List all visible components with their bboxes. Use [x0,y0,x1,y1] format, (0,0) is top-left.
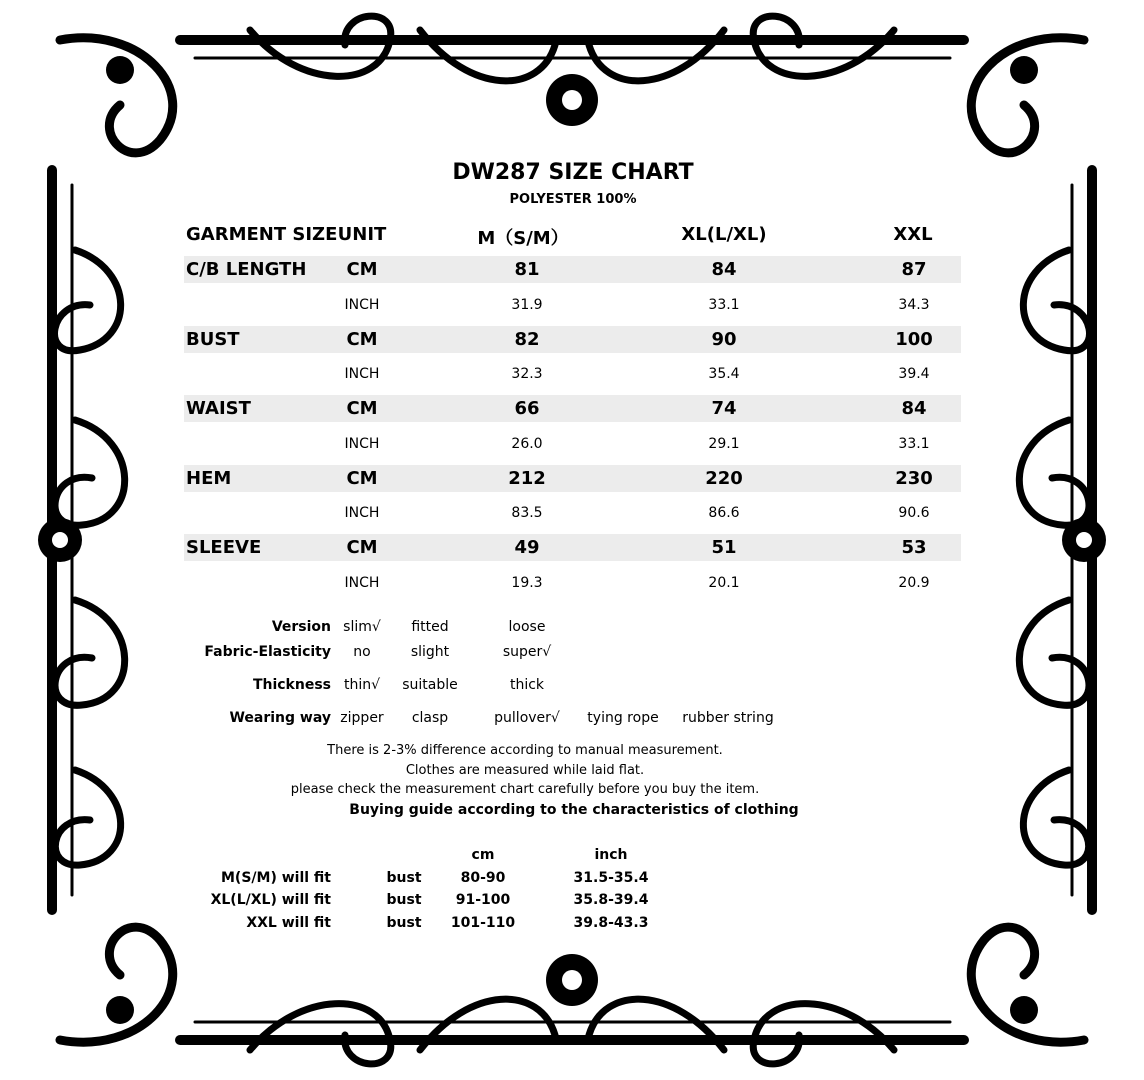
attribute-option: fitted [411,619,449,635]
table-cell: 84 [901,398,927,419]
header-size-m: M（S/M） [477,228,569,249]
attribute-option: tying rope [587,710,659,726]
table-cell: 74 [711,398,737,419]
attribute-option: super√ [502,644,552,660]
table-cell: 230 [895,468,933,489]
unit-inch: INCH [344,505,380,521]
attribute-option: slim√ [343,619,381,635]
unit-inch: INCH [344,366,380,382]
guide-inch: 31.5-35.4 [573,870,649,886]
note-line: please check the measurement chart carefully before you buy the item. [290,782,760,797]
table-cell: 33.1 [898,436,930,452]
guide-size: M(S/M) will fit [220,870,331,886]
attribute-option: no [353,644,371,660]
attribute-option: pullover√ [494,710,560,726]
attribute-label-version: Version [271,619,331,635]
table-cell: 29.1 [708,436,740,452]
row-label-sleeve: SLEEVE [186,537,262,558]
attribute-option: suitable [402,677,458,693]
guide-size: XL(L/XL) will fit [210,892,331,908]
guide-part: bust [386,870,422,886]
table-cell: 33.1 [708,297,740,313]
header-garment-size: GARMENT SIZE [186,224,338,245]
guide-inch: 35.8-39.4 [573,892,649,908]
guide-cm: 80-90 [460,870,506,886]
attribute-label-thickness: Thickness [252,677,331,693]
attribute-label-elasticity: Fabric-Elasticity [204,644,331,660]
table-cell: 51 [711,537,737,558]
guide-col-cm: cm [471,847,495,863]
chart-title: DW287 SIZE CHART [452,160,694,185]
table-cell: 81 [514,259,540,280]
row-band [184,395,961,422]
table-cell: 35.4 [708,366,740,382]
row-band [184,534,961,561]
unit-cm: CM [346,537,378,558]
table-cell: 100 [895,329,933,350]
header-size-xxl: XXL [893,224,933,245]
guide-part: bust [386,892,422,908]
fabric-composition: POLYESTER 100% [509,192,637,207]
unit-cm: CM [346,468,378,489]
table-cell: 66 [514,398,540,419]
attribute-option: rubber string [682,710,774,726]
table-cell: 31.9 [511,297,543,313]
table-cell: 90 [711,329,737,350]
table-cell: 82 [514,329,540,350]
attribute-option: slight [410,644,450,660]
row-label-cb-length: C/B LENGTH [186,259,307,280]
header-unit: UNIT [337,224,387,245]
guide-cm: 91-100 [455,892,511,908]
guide-col-inch: inch [594,847,628,863]
table-cell: 49 [514,537,540,558]
guide-inch: 39.8-43.3 [573,915,649,931]
table-cell: 20.1 [708,575,740,591]
unit-cm: CM [346,259,378,280]
attribute-option: zipper [340,710,384,726]
guide-part: bust [386,915,422,931]
table-cell: 84 [711,259,737,280]
table-cell: 87 [901,259,927,280]
table-cell: 39.4 [898,366,930,382]
table-cell: 26.0 [511,436,543,452]
attribute-label-wearing-way: Wearing way [229,710,331,726]
table-cell: 83.5 [511,505,543,521]
unit-inch: INCH [344,436,380,452]
attribute-option: thick [509,677,545,693]
table-cell: 86.6 [708,505,740,521]
row-band [184,326,961,353]
note-line: There is 2-3% difference according to manual measurement. [327,743,723,758]
row-label-hem: HEM [186,468,232,489]
row-label-waist: WAIST [186,398,251,419]
table-cell: 220 [705,468,743,489]
table-cell: 53 [901,537,927,558]
table-cell: 90.6 [898,505,930,521]
attribute-option: thin√ [343,677,381,693]
guide-size: XXL will fit [246,915,331,931]
table-cell: 19.3 [511,575,543,591]
guide-cm: 101-110 [450,915,516,931]
unit-cm: CM [346,329,378,350]
header-size-xl: XL(L/XL) [681,224,767,245]
row-band [184,465,961,492]
note-line: Clothes are measured while laid flat. [405,763,645,778]
buying-guide-title: Buying guide according to the characteristics of clothing [349,802,799,818]
table-cell: 212 [508,468,546,489]
unit-inch: INCH [344,575,380,591]
attribute-option: loose [508,619,546,635]
table-cell: 20.9 [898,575,930,591]
table-cell: 34.3 [898,297,930,313]
attribute-option: clasp [411,710,449,726]
row-label-bust: BUST [186,329,240,350]
unit-cm: CM [346,398,378,419]
table-cell: 32.3 [511,366,543,382]
unit-inch: INCH [344,297,380,313]
